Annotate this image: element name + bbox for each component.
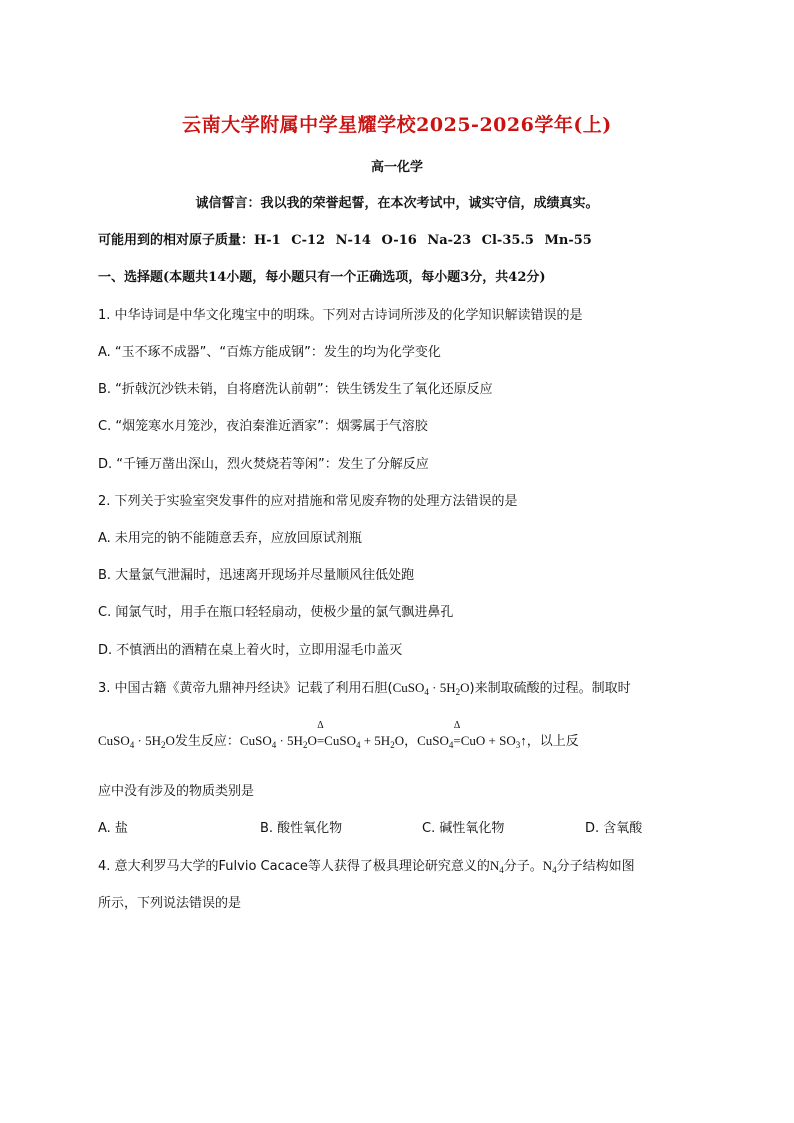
subject-subtitle: 高一化学 <box>370 160 423 175</box>
heat-symbol: Δ <box>317 720 324 731</box>
atomic-masses: 可能用到的相对原子质量：H-1 C-12 N-14 O-16 Na-23 Cl-35.5 Mn-55 <box>98 233 592 248</box>
q4-stem-part1: 4. 意大利罗马大学的Fulvio Cacace等人获得了极具理论研究意义的 <box>98 859 490 874</box>
q1-option-d: D. “千锤万凿出深山，烈火焚烧若等闲”：发生了分解反应 <box>98 457 429 472</box>
heat-symbol: Δ <box>453 720 461 731</box>
q3-option-c: C. 碱性氧化物 <box>422 821 505 836</box>
q1-option-c: C. “烟笼寒水月笼沙，夜泊秦淮近酒家”：烟雾属于气溶胶 <box>98 419 428 434</box>
q3-stem <box>98 677 631 696</box>
q3-option-b: B. 酸性氧化物 <box>260 821 343 836</box>
q2-option-c: C. 闻氯气时，用手在瓶口轻轻扇动，使极少量的氯气飘进鼻孔 <box>98 605 454 620</box>
q2-option-b: B. 大量氯气泄漏时，迅速离开现场并尽量顺风往低处跑 <box>98 568 415 583</box>
q3-reaction-line <box>98 720 579 750</box>
formula-cuso4-5h2o: CuSO$_4$ · $5H_2O$ <box>392 680 470 697</box>
q3-stem-part1: 3. 中国古籍《黄帝九鼎神丹经诀》记载了利用石胆( <box>98 681 393 696</box>
honesty-pledge: 诚信誓言：我以我的荣誉起誓，在本次考试中，诚实守信，成绩真实。 <box>195 196 599 211</box>
q3-option-a: A. 盐 <box>98 821 128 836</box>
q1-option-b: B. “折戟沉沙铁未销，自将磨洗认前朝”：铁生锈发生了氧化还原反应 <box>98 382 493 397</box>
q3-line3: 应中没有涉及的物质类别是 <box>98 784 255 799</box>
q4-line2: 所示，下列说法错误的是 <box>98 896 242 911</box>
formula-n4: $N_4$ <box>489 858 504 875</box>
q3-line2-part1: 发生反应： <box>174 734 240 749</box>
formula-cuso4-5h2o: CuSO$_4$ · $5H_2O$ <box>98 733 175 750</box>
section-heading: 一、选择题(本题共14小题，每小题只有一个正确选项，每小题3分，共42分) <box>98 270 546 285</box>
q3-stem-part2: )来制取硫酸的过程。制取时 <box>469 681 631 696</box>
reaction-equation-2: CuSO$_4$ Δ $=CuO + SO_3↑$ <box>417 720 527 750</box>
q2-stem: 2. 下列关于实验室突发事件的应对措施和常见废弃物的处理方法错误的是 <box>98 494 518 509</box>
q3-line2-part2: ，以上反 <box>526 734 579 749</box>
q4-stem-part3: 分子结构如图 <box>556 859 635 874</box>
formula-n4: $N_4$ <box>542 858 557 875</box>
exam-title: 云南大学附属中学星耀学校2025-2026学年(上) <box>182 114 612 136</box>
q4-stem <box>98 855 635 874</box>
q3-separator: ， <box>404 734 418 749</box>
q4-stem-part2: 分子。 <box>503 859 543 874</box>
q1-option-a: A. “玉不琢不成器”、“百炼方能成钢”：发生的均为化学变化 <box>98 345 441 360</box>
reaction-equation-1: CuSO$_4$ · $5H_2O$ Δ =CuSO$_4$ + $5H_2O$ <box>239 720 405 750</box>
q2-option-a: A. 未用完的钠不能随意丢弃，应放回原试剂瓶 <box>98 531 362 546</box>
q2-option-d: D. 不慎洒出的酒精在桌上着火时，立即用湿毛巾盖灭 <box>98 643 403 658</box>
q1-stem: 1. 中华诗词是中华文化瑰宝中的明珠。下列对古诗词所涉及的化学知识解读错误的是 <box>98 308 583 323</box>
q3-option-d: D. 含氧酸 <box>585 821 643 836</box>
